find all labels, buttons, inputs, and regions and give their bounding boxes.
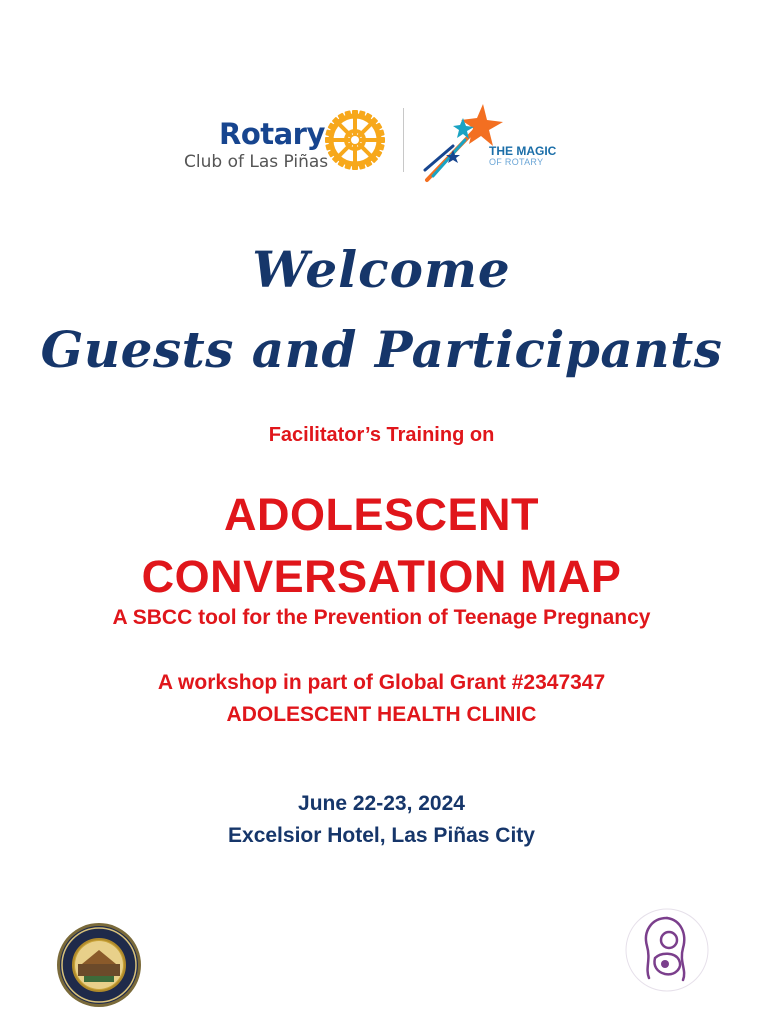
magic-of-rotary-subtitle: OF ROTARY [489,157,544,167]
training-intro: Facilitator’s Training on [268,424,495,446]
magic-of-rotary-title: THE MAGIC [489,144,557,158]
welcome-heading: Welcome [252,240,511,299]
event-venue: Excelsior Hotel, Las Piñas City [228,824,535,847]
rotary-club-name: Club of Las Piñas [184,152,329,172]
club-seal-icon [56,922,142,1008]
rotary-wheel-icon [323,108,387,172]
grant-line: A workshop in part of Global Grant #2347347 [157,671,606,694]
event-title-line2: CONVERSATION MAP [141,551,622,602]
logo-divider [403,108,404,172]
event-subtitle: A SBCC tool for the Prevention of Teenage Pregnancy [112,606,651,629]
mother-child-icon [625,908,709,992]
guests-heading: Guests and Participants [40,320,723,379]
event-date: June 22-23, 2024 [298,792,465,815]
event-title-line1: ADOLESCENT [223,489,539,540]
magic-stars-icon [423,102,508,184]
rotary-logo-text: Rotary [219,117,325,151]
clinic-line: ADOLESCENT HEALTH CLINIC [226,703,537,726]
